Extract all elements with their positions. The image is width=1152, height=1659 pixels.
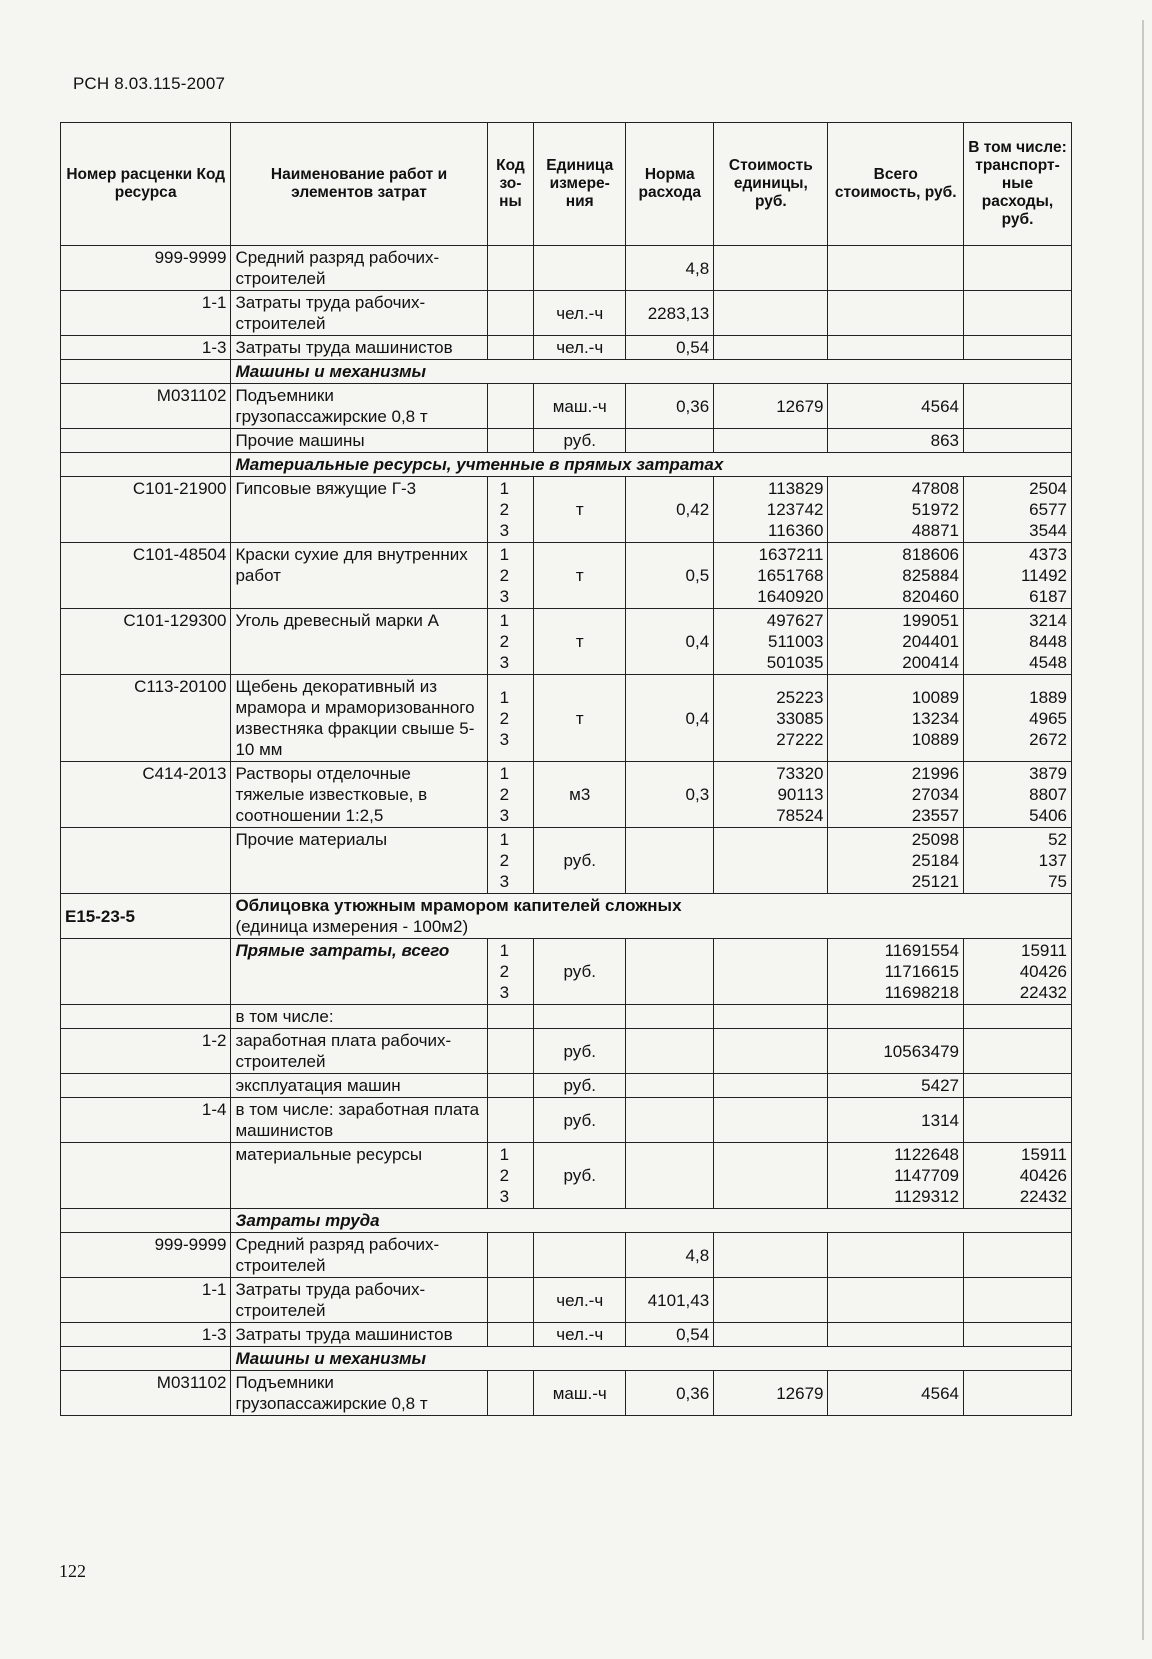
zone-list: 1 2 3 <box>487 675 534 762</box>
transport-cost-list: 4373 11492 6187 <box>963 543 1071 609</box>
resource-code: С414-2013 <box>61 762 231 828</box>
norm-value: 0,5 <box>626 543 714 609</box>
column-header: В том числе: транспорт-ные расходы, руб. <box>963 123 1071 246</box>
table-row <box>61 1143 1072 1209</box>
table-row <box>61 1029 1072 1074</box>
rate-code: Е15-23-5 <box>61 894 231 939</box>
norm-value: 2283,13 <box>626 291 714 336</box>
item-name: Затраты труда машинистов <box>231 336 487 360</box>
resource-code: 999-9999 <box>61 246 231 291</box>
item-name: Прочие машины <box>231 429 487 453</box>
unit-cost-value: 12679 <box>714 384 828 429</box>
resource-code: М031102 <box>61 1371 231 1416</box>
table-row <box>61 1371 1072 1416</box>
resource-code: 1-4 <box>61 1098 231 1143</box>
unit-value: т <box>534 675 626 762</box>
unit-value: чел.-ч <box>534 1278 626 1323</box>
transport-cost-list: 3879 8807 5406 <box>963 762 1071 828</box>
item-name: Прямые затраты, всего <box>231 939 487 1005</box>
document-header: РСН 8.03.115-2007 <box>73 74 226 93</box>
zone-list: 1 2 3 <box>487 477 534 543</box>
total-cost-value: 10563479 <box>828 1029 964 1074</box>
column-header: Единица измере-ния <box>534 123 626 246</box>
unit-value: чел.-ч <box>534 336 626 360</box>
unit-cost-list: 25223 33085 27222 <box>714 675 828 762</box>
total-cost-value: 863 <box>828 429 964 453</box>
item-name: Средний разряд рабочих-строителей <box>231 246 487 291</box>
column-header: Номер расценки Код ресурса <box>61 123 231 246</box>
section-row <box>61 360 1072 384</box>
resource-code: С101-129300 <box>61 609 231 675</box>
section-title: Материальные ресурсы, учтенные в прямых затратах <box>231 453 1072 477</box>
transport-cost-list: 3214 8448 4548 <box>963 609 1071 675</box>
table-row <box>61 477 1072 543</box>
zone-list: 1 2 3 <box>487 762 534 828</box>
resource-code: 1-3 <box>61 1323 231 1347</box>
table-row <box>61 543 1072 609</box>
resource-code: С101-48504 <box>61 543 231 609</box>
unit-value: руб. <box>534 1029 626 1074</box>
item-name: в том числе: <box>231 1005 487 1029</box>
item-name: Растворы отделочные тяжелые известковые, в соотношении 1:2,5 <box>231 762 487 828</box>
unit-value: т <box>534 543 626 609</box>
norm-value: 4101,43 <box>626 1278 714 1323</box>
section-title: Машины и механизмы <box>231 360 1072 384</box>
table-header-row <box>61 123 1072 246</box>
column-header: Наименование работ и элементов затрат <box>231 123 487 246</box>
item-name: Затраты труда машинистов <box>231 1323 487 1347</box>
total-cost-list: 10089 13234 10889 <box>828 675 964 762</box>
zone-list: 1 2 3 <box>487 543 534 609</box>
norm-value: 4,8 <box>626 1233 714 1278</box>
unit-value: т <box>534 609 626 675</box>
unit-cost-list: 113829 123742 116360 <box>714 477 828 543</box>
resource-code: 1-2 <box>61 1029 231 1074</box>
total-cost-list: 47808 51972 48871 <box>828 477 964 543</box>
section-title: Затраты труда <box>231 1209 1072 1233</box>
total-cost-list: 25098 25184 25121 <box>828 828 964 894</box>
resource-code: 1-3 <box>61 336 231 360</box>
total-cost-list: 1122648 1147709 1129312 <box>828 1143 964 1209</box>
table-row <box>61 939 1072 1005</box>
table-row <box>61 762 1072 828</box>
item-name: эксплуатация машин <box>231 1074 487 1098</box>
transport-cost-list: 15911 40426 22432 <box>963 1143 1071 1209</box>
total-cost-value: 5427 <box>828 1074 964 1098</box>
column-header: Стоимость единицы, руб. <box>714 123 828 246</box>
item-name: заработная плата рабочих-строителей <box>231 1029 487 1074</box>
item-name: в том числе: заработная плата машинистов <box>231 1098 487 1143</box>
rate-header-row <box>61 894 1072 939</box>
unit-cost-list: 1637211 1651768 1640920 <box>714 543 828 609</box>
table-row <box>61 291 1072 336</box>
total-cost-value: 4564 <box>828 1371 964 1416</box>
norm-value: 0,54 <box>626 1323 714 1347</box>
resource-code: С101-21900 <box>61 477 231 543</box>
resource-code: 1-1 <box>61 1278 231 1323</box>
item-name: Подъемники грузопассажирские 0,8 т <box>231 1371 487 1416</box>
rate-title-text: Облицовка утюжным мрамором капителей сложных <box>235 896 682 915</box>
resource-code: С113-20100 <box>61 675 231 762</box>
total-cost-value: 1314 <box>828 1098 964 1143</box>
transport-cost-list: 52 137 75 <box>963 828 1071 894</box>
item-name: Подъемники грузопассажирские 0,8 т <box>231 384 487 429</box>
item-name: Средний разряд рабочих-строителей <box>231 1233 487 1278</box>
unit-value: м3 <box>534 762 626 828</box>
scan-edge <box>1142 20 1144 1640</box>
item-name: Щебень декоративный из мрамора и мраморизованного известняка фракции свыше 5-10 мм <box>231 675 487 762</box>
table-row <box>61 828 1072 894</box>
total-cost-list: 818606 825884 820460 <box>828 543 964 609</box>
total-cost-list: 199051 204401 200414 <box>828 609 964 675</box>
norm-value: 0,36 <box>626 384 714 429</box>
table-row <box>61 429 1072 453</box>
table-row <box>61 675 1072 762</box>
rate-unit-text: (единица измерения - 100м2) <box>235 917 469 936</box>
total-cost-list: 11691554 11716615 11698218 <box>828 939 964 1005</box>
rates-table <box>60 122 1072 1416</box>
table-row <box>61 1098 1072 1143</box>
unit-value: чел.-ч <box>534 1323 626 1347</box>
norm-value: 0,36 <box>626 1371 714 1416</box>
resource-code: М031102 <box>61 384 231 429</box>
item-name: Затраты труда рабочих-строителей <box>231 1278 487 1323</box>
transport-cost-list: 15911 40426 22432 <box>963 939 1071 1005</box>
unit-value: чел.-ч <box>534 291 626 336</box>
item-name: Краски сухие для внутренних работ <box>231 543 487 609</box>
column-header: Всего стоимость, руб. <box>828 123 964 246</box>
table-row <box>61 336 1072 360</box>
zone-list: 1 2 3 <box>487 939 534 1005</box>
item-name: материальные ресурсы <box>231 1143 487 1209</box>
section-row <box>61 1347 1072 1371</box>
page-number: 122 <box>59 1561 86 1581</box>
table-row <box>61 384 1072 429</box>
unit-cost-value: 12679 <box>714 1371 828 1416</box>
unit-cost-list: 73320 90113 78524 <box>714 762 828 828</box>
norm-value: 0,3 <box>626 762 714 828</box>
table-row <box>61 609 1072 675</box>
table-row <box>61 1005 1072 1029</box>
transport-cost-list: 1889 4965 2672 <box>963 675 1071 762</box>
section-title: Машины и механизмы <box>231 1347 1072 1371</box>
item-name: Уголь древесный марки А <box>231 609 487 675</box>
column-header: Норма расхода <box>626 123 714 246</box>
unit-value: руб. <box>534 429 626 453</box>
unit-value: руб. <box>534 828 626 894</box>
table-row <box>61 1278 1072 1323</box>
resource-code: 999-9999 <box>61 1233 231 1278</box>
norm-value: 0,54 <box>626 336 714 360</box>
norm-value: 4,8 <box>626 246 714 291</box>
unit-value: руб. <box>534 1098 626 1143</box>
total-cost-value: 4564 <box>828 384 964 429</box>
unit-value: руб. <box>534 1074 626 1098</box>
unit-cost-list: 497627 511003 501035 <box>714 609 828 675</box>
norm-value: 0,42 <box>626 477 714 543</box>
rate-title <box>231 894 1072 939</box>
zone-list: 1 2 3 <box>487 1143 534 1209</box>
table-row <box>61 1233 1072 1278</box>
unit-value: руб. <box>534 939 626 1005</box>
table-row <box>61 246 1072 291</box>
item-name: Прочие материалы <box>231 828 487 894</box>
zone-list: 1 2 3 <box>487 828 534 894</box>
zone-list: 1 2 3 <box>487 609 534 675</box>
section-row <box>61 1209 1072 1233</box>
unit-value: т <box>534 477 626 543</box>
table-row <box>61 1074 1072 1098</box>
table-row <box>61 1323 1072 1347</box>
total-cost-list: 21996 27034 23557 <box>828 762 964 828</box>
norm-value: 0,4 <box>626 675 714 762</box>
unit-value: маш.-ч <box>534 384 626 429</box>
norm-value: 0,4 <box>626 609 714 675</box>
unit-value: руб. <box>534 1143 626 1209</box>
resource-code: 1-1 <box>61 291 231 336</box>
transport-cost-list: 2504 6577 3544 <box>963 477 1071 543</box>
item-name: Затраты труда рабочих-строителей <box>231 291 487 336</box>
item-name: Гипсовые вяжущие Г-3 <box>231 477 487 543</box>
unit-value: маш.-ч <box>534 1371 626 1416</box>
section-row <box>61 453 1072 477</box>
column-header: Код зо-ны <box>487 123 534 246</box>
